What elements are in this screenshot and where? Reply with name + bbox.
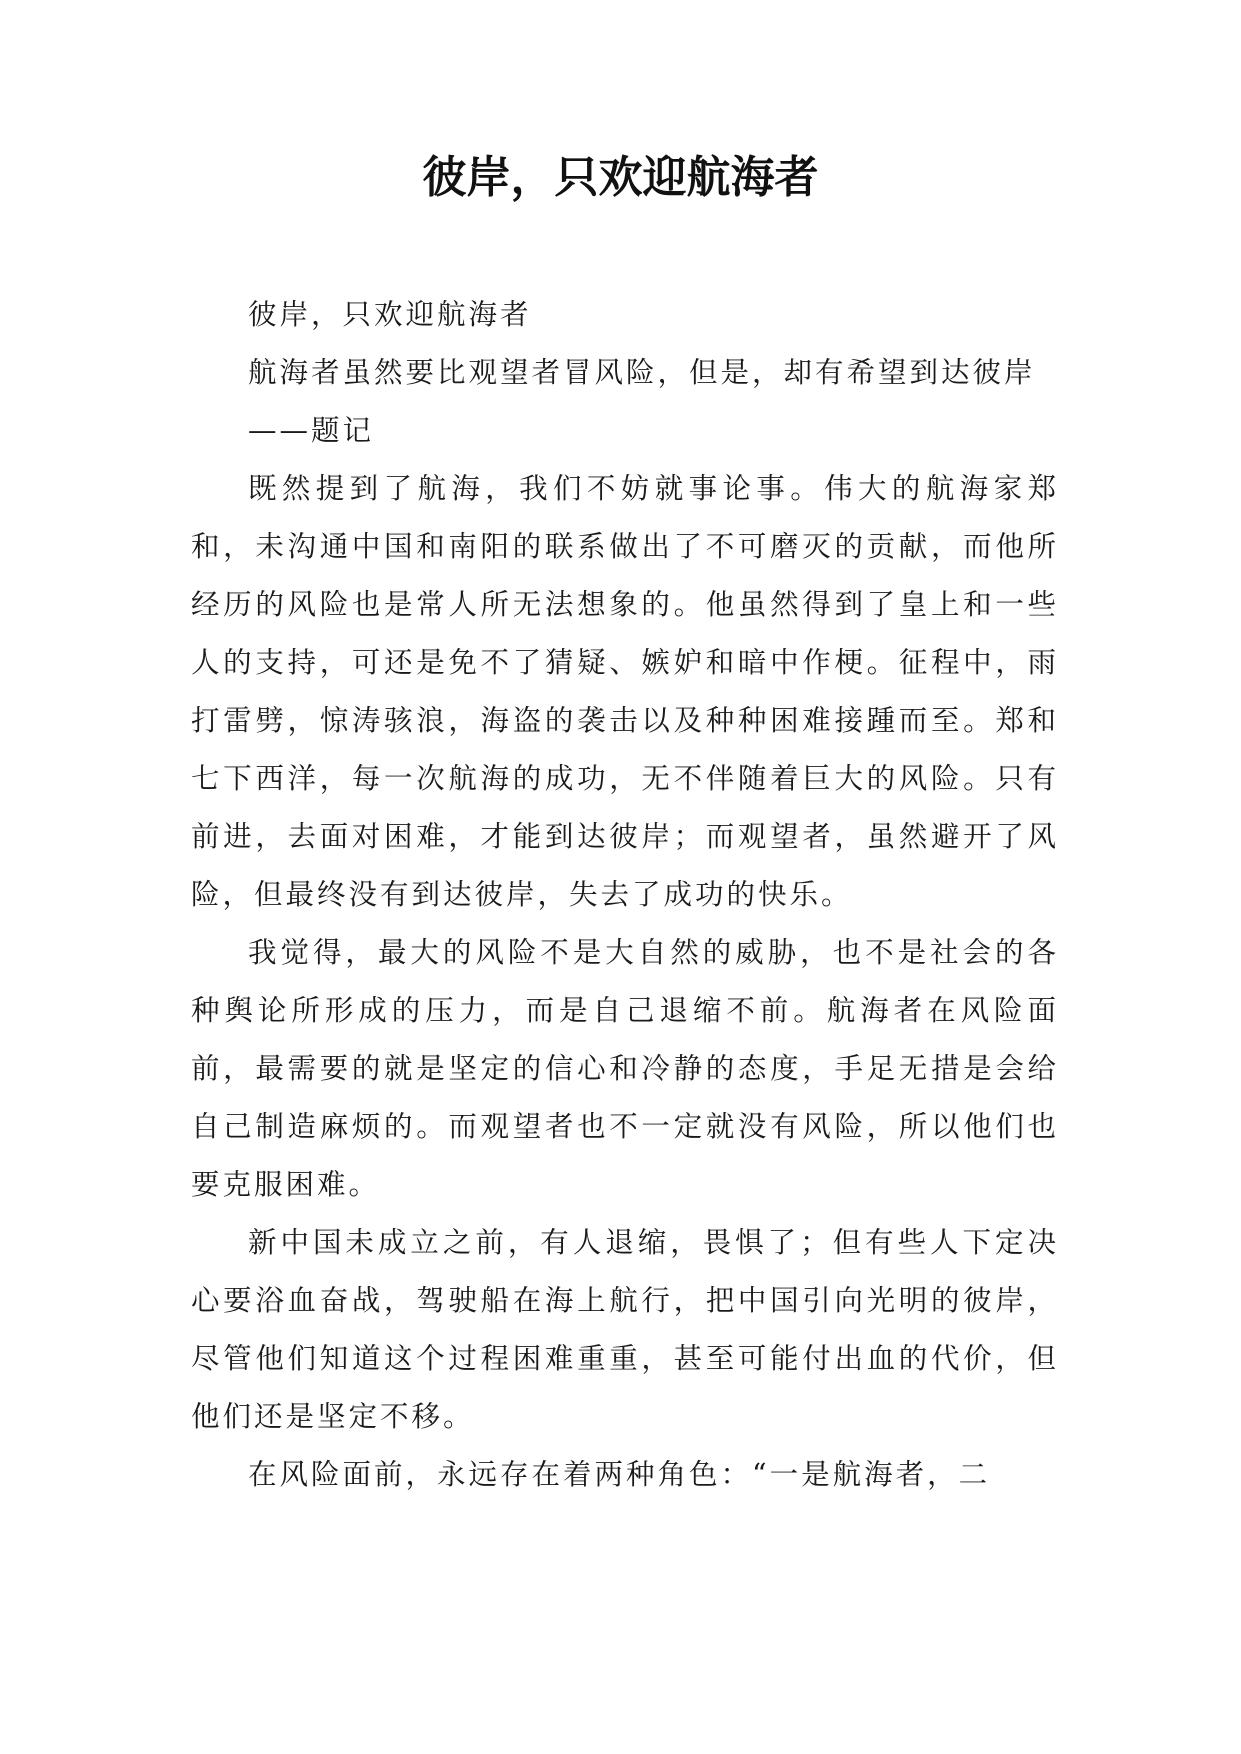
document-body	[191, 286, 1059, 1504]
document-title: 彼岸，只欢迎航海者	[422, 152, 819, 203]
paragraph-body: 我觉得，最大的风险不是大自然的威胁，也不是社会的各种舆论所形成的压力，而是自己退缩不前。航海者在风险面前，最需要的就是坚定的信心和冷静的态度，手足无措是会给自己制造麻烦的。而观望者也不一定就没有风险，所以他们也要克服困难。	[191, 936, 1059, 1201]
paragraph-epigraph-attribution: ——题记	[248, 414, 375, 447]
paragraph-body: 新中国未成立之前，有人退缩，畏惧了；但有些人下定决心要浴血奋战，驾驶船在海上航行，把中国引向光明的彼岸，尽管他们知道这个过程困难重重，甚至可能付出血的代价，但他们还是坚定不移。	[191, 1226, 1059, 1433]
paragraph-body: 既然提到了航海，我们不妨就事论事。伟大的航海家郑和，未沟通中国和南阳的联系做出了不可磨灭的贡献，而他所经历的风险也是常人所无法想象的。他虽然得到了皇上和一些人的支持，可还是免不了猜疑、嫉妒和暗中作梗。征程中，雨打雷劈，惊涛骇浪，海盗的袭击以及种种困难接踵而至。郑和七下西洋，每一次航海的成功，无不伴随着巨大的风险。只有前进，去面对困难，才能到达彼岸；而观望者，虽然避开了风险，但最终没有到达彼岸，失去了成功的快乐。	[191, 472, 1059, 911]
paragraph-epigraph: 航海者虽然要比观望者冒风险，但是，却有希望到达彼岸	[248, 356, 1036, 389]
paragraph-heading: 彼岸，只欢迎航海者	[248, 298, 532, 331]
paragraph-body: 在风险面前，永远存在着两种角色：“一是航海者，二	[248, 1458, 991, 1491]
